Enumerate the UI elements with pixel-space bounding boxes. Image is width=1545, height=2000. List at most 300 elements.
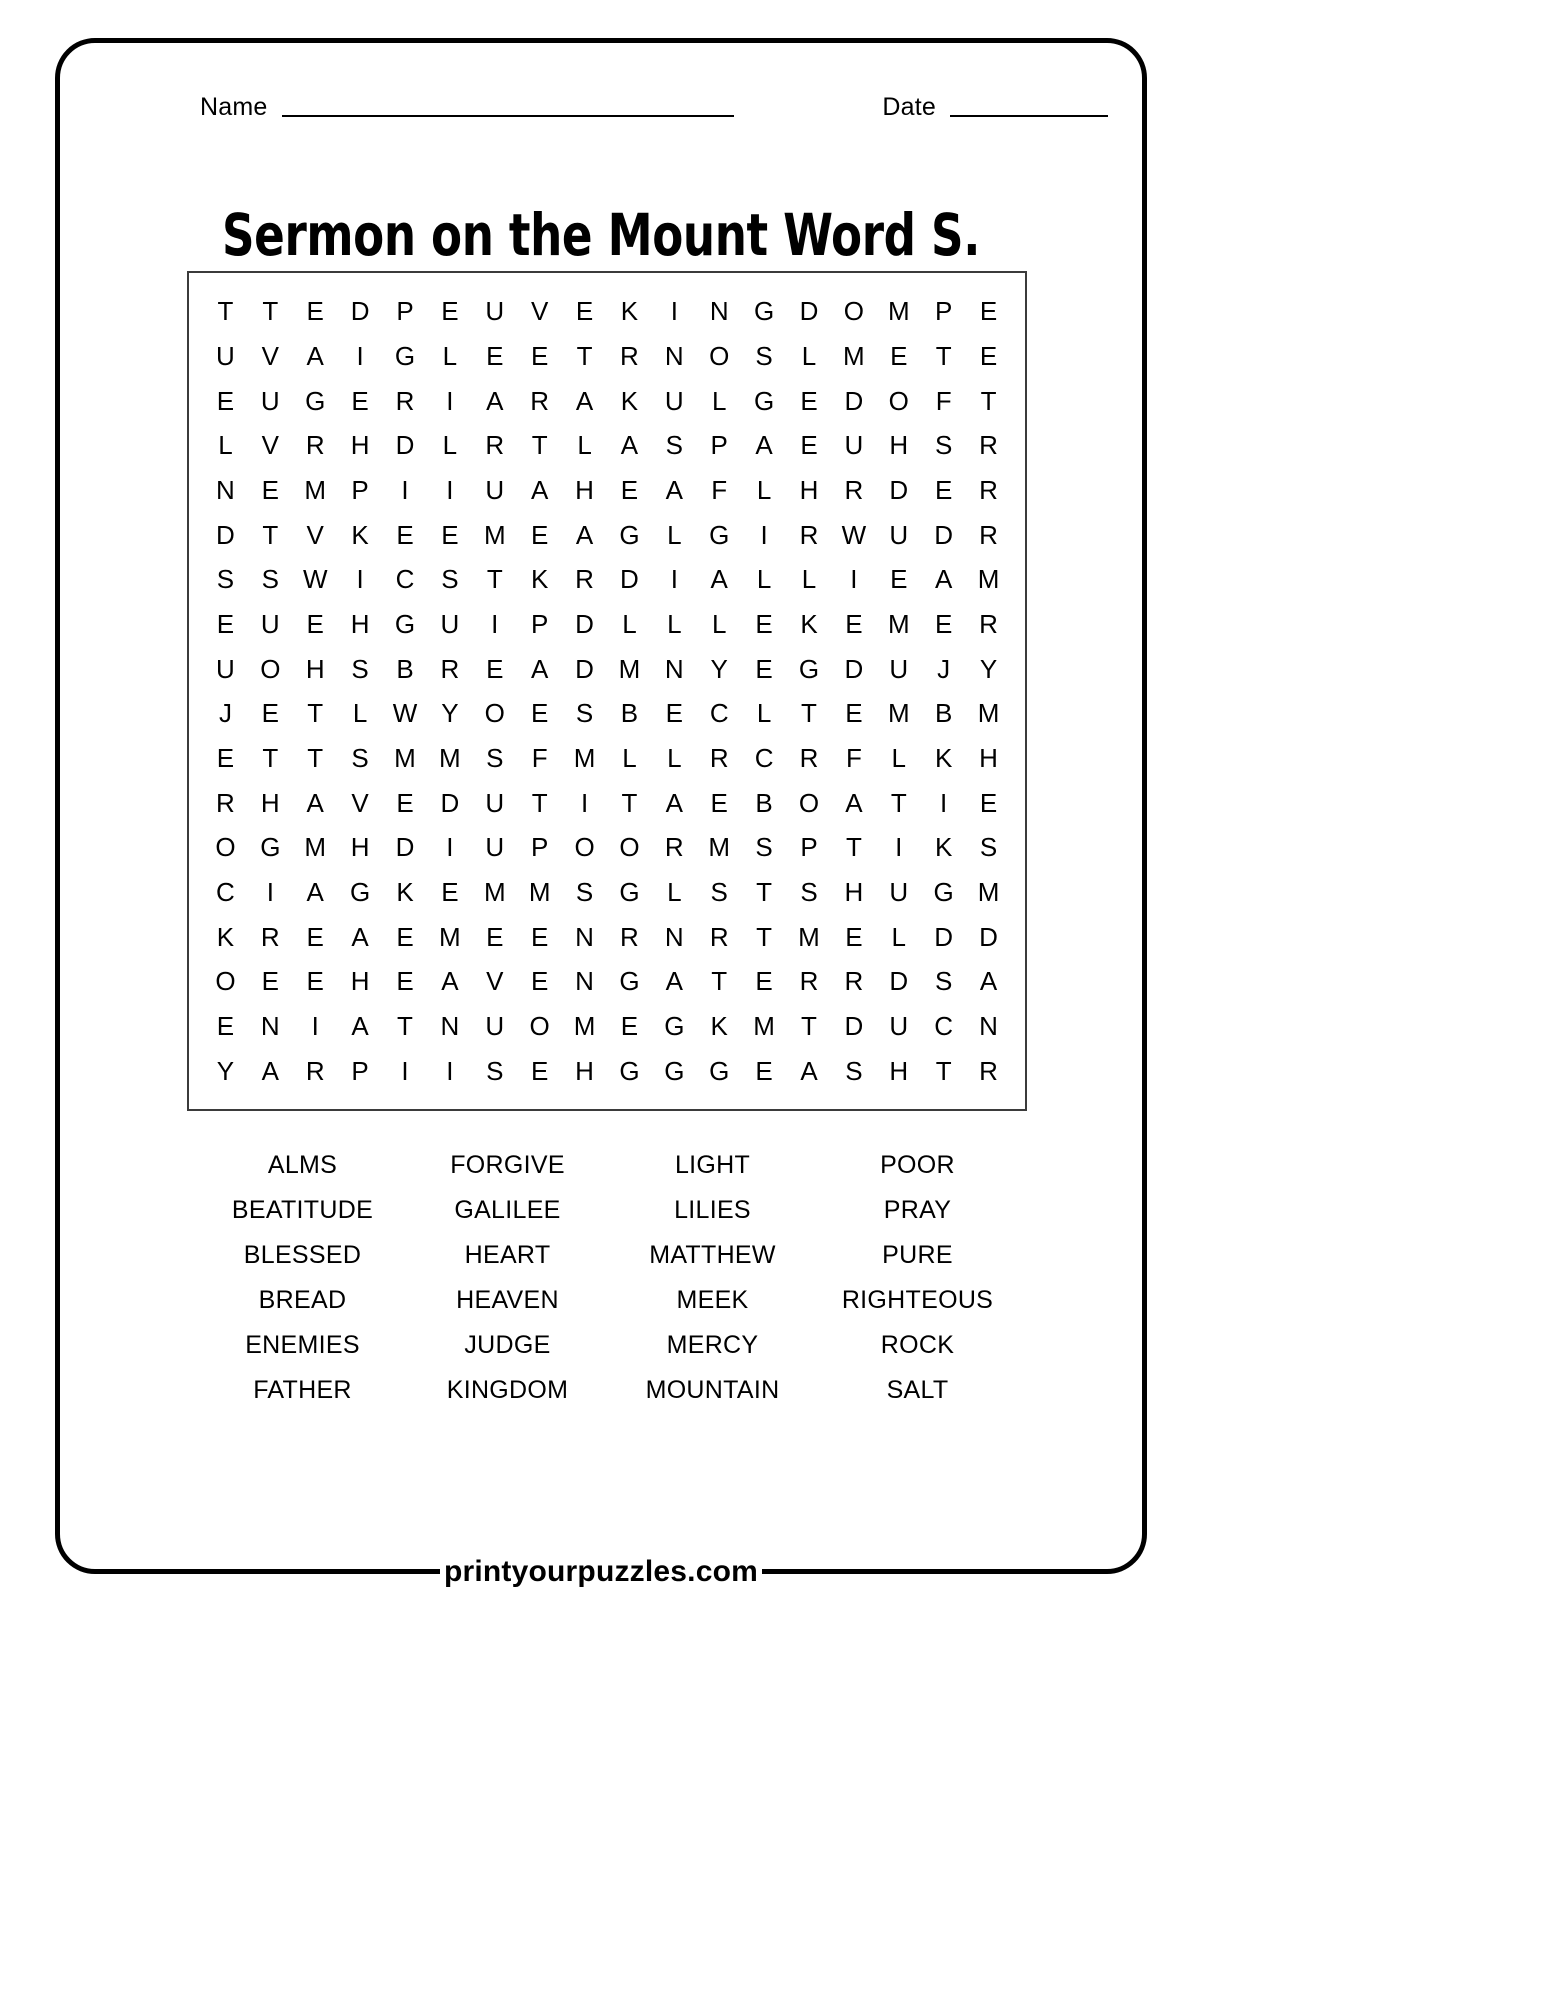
word-list-item[interactable]: BREAD bbox=[258, 1286, 347, 1314]
grid-cell[interactable]: D bbox=[440, 787, 460, 818]
grid-cell[interactable]: G bbox=[753, 296, 775, 327]
grid-cell[interactable]: A bbox=[665, 474, 683, 505]
grid-cell[interactable]: T bbox=[262, 742, 279, 773]
grid-cell[interactable]: A bbox=[575, 519, 594, 550]
grid-cell[interactable]: E bbox=[216, 608, 235, 639]
word-list-item[interactable]: MERCY bbox=[666, 1331, 759, 1359]
date-write-line[interactable] bbox=[950, 115, 1108, 117]
grid-cell[interactable]: C bbox=[216, 876, 235, 907]
grid-cell[interactable]: G bbox=[709, 519, 730, 550]
grid-cell[interactable]: R bbox=[709, 921, 729, 952]
grid-cell[interactable]: R bbox=[979, 430, 998, 461]
grid-cell[interactable]: I bbox=[580, 787, 589, 818]
grid-cell[interactable]: M bbox=[304, 474, 327, 505]
grid-cell[interactable]: I bbox=[356, 340, 364, 371]
grid-cell[interactable]: I bbox=[401, 474, 409, 505]
grid-cell[interactable]: A bbox=[620, 430, 639, 461]
grid-cell[interactable]: P bbox=[530, 608, 549, 639]
grid-cell[interactable]: S bbox=[755, 832, 773, 863]
grid-cell[interactable]: A bbox=[800, 1055, 818, 1086]
grid-cell[interactable]: D bbox=[844, 385, 864, 416]
grid-cell[interactable]: A bbox=[486, 385, 504, 416]
grid-cell[interactable]: K bbox=[800, 608, 818, 639]
grid-cell[interactable]: B bbox=[755, 787, 773, 818]
grid-cell[interactable]: D bbox=[934, 519, 954, 550]
grid-cell[interactable]: U bbox=[889, 876, 909, 907]
grid-cell[interactable]: P bbox=[351, 474, 369, 505]
grid-cell[interactable]: S bbox=[710, 876, 728, 907]
grid-cell[interactable]: E bbox=[530, 966, 549, 997]
grid-cell[interactable]: F bbox=[935, 385, 952, 416]
grid-cell[interactable]: K bbox=[351, 519, 369, 550]
grid-cell[interactable]: S bbox=[441, 564, 459, 595]
grid-cell[interactable]: M bbox=[977, 698, 1000, 729]
word-list-item[interactable]: KINGDOM bbox=[446, 1376, 569, 1404]
grid-cell[interactable]: D bbox=[620, 564, 639, 595]
grid-cell[interactable]: R bbox=[620, 921, 639, 952]
grid-cell[interactable]: V bbox=[351, 787, 369, 818]
grid-cell[interactable]: L bbox=[442, 340, 458, 371]
grid-cell[interactable]: T bbox=[486, 564, 503, 595]
grid-cell[interactable]: V bbox=[261, 430, 279, 461]
grid-cell[interactable]: N bbox=[664, 921, 684, 952]
grid-cell[interactable]: N bbox=[575, 921, 594, 952]
grid-cell[interactable]: T bbox=[801, 698, 817, 729]
grid-cell[interactable]: P bbox=[934, 296, 953, 327]
grid-cell[interactable]: G bbox=[664, 1010, 685, 1041]
grid-cell[interactable]: A bbox=[979, 966, 998, 997]
grid-cell[interactable]: K bbox=[216, 921, 235, 952]
grid-cell[interactable]: G bbox=[933, 876, 954, 907]
grid-cell[interactable]: R bbox=[799, 742, 819, 773]
grid-cell[interactable]: E bbox=[755, 653, 773, 684]
word-list-item[interactable]: MATTHEW bbox=[649, 1241, 776, 1269]
grid-cell[interactable]: R bbox=[664, 832, 684, 863]
grid-cell[interactable]: U bbox=[485, 832, 505, 863]
word-list-item[interactable]: GALILEE bbox=[454, 1196, 561, 1224]
grid-cell[interactable]: E bbox=[934, 474, 953, 505]
grid-cell[interactable]: R bbox=[799, 519, 819, 550]
grid-cell[interactable]: P bbox=[396, 296, 414, 327]
grid-cell[interactable]: I bbox=[446, 832, 454, 863]
grid-cell[interactable]: O bbox=[529, 1010, 550, 1041]
grid-cell[interactable]: I bbox=[446, 474, 454, 505]
grid-cell[interactable]: S bbox=[800, 876, 818, 907]
grid-cell[interactable]: M bbox=[977, 876, 1000, 907]
grid-cell[interactable]: T bbox=[845, 832, 862, 863]
grid-cell[interactable]: E bbox=[890, 564, 908, 595]
grid-cell[interactable]: C bbox=[934, 1010, 954, 1041]
grid-cell[interactable]: A bbox=[306, 787, 324, 818]
grid-cell[interactable]: A bbox=[575, 385, 594, 416]
grid-cell[interactable]: T bbox=[756, 876, 773, 907]
grid-cell[interactable]: O bbox=[619, 832, 640, 863]
grid-cell[interactable]: U bbox=[216, 653, 235, 684]
grid-cell[interactable]: I bbox=[356, 564, 364, 595]
grid-cell[interactable]: M bbox=[439, 742, 461, 773]
grid-cell[interactable]: E bbox=[486, 653, 504, 684]
grid-cell[interactable]: L bbox=[667, 876, 682, 907]
word-list-item[interactable]: LILIES bbox=[674, 1196, 751, 1224]
grid-cell[interactable]: B bbox=[934, 698, 953, 729]
grid-cell[interactable]: M bbox=[439, 921, 461, 952]
word-list-item[interactable]: PRAY bbox=[883, 1196, 952, 1224]
grid-cell[interactable]: H bbox=[844, 876, 864, 907]
word-list-item[interactable]: HEAVEN bbox=[456, 1286, 559, 1314]
grid-cell[interactable]: R bbox=[305, 430, 325, 461]
grid-cell[interactable]: P bbox=[351, 1055, 369, 1086]
grid-cell[interactable]: V bbox=[261, 340, 279, 371]
grid-cell[interactable]: T bbox=[756, 921, 773, 952]
grid-cell[interactable]: E bbox=[306, 966, 324, 997]
grid-cell[interactable]: M bbox=[843, 340, 865, 371]
grid-cell[interactable]: O bbox=[260, 653, 281, 684]
grid-cell[interactable]: S bbox=[575, 698, 594, 729]
grid-cell[interactable]: P bbox=[710, 430, 728, 461]
grid-cell[interactable]: L bbox=[801, 564, 817, 595]
grid-cell[interactable]: I bbox=[446, 1055, 454, 1086]
grid-cell[interactable]: E bbox=[216, 1010, 235, 1041]
grid-cell[interactable]: R bbox=[575, 564, 594, 595]
grid-cell[interactable]: U bbox=[844, 430, 864, 461]
grid-cell[interactable]: S bbox=[979, 832, 998, 863]
grid-cell[interactable]: E bbox=[845, 921, 863, 952]
grid-cell[interactable]: N bbox=[260, 1010, 280, 1041]
grid-cell[interactable]: G bbox=[798, 653, 820, 684]
grid-cell[interactable]: K bbox=[710, 1010, 728, 1041]
grid-cell[interactable]: O bbox=[574, 832, 595, 863]
grid-cell[interactable]: T bbox=[531, 430, 548, 461]
grid-cell[interactable]: K bbox=[530, 564, 549, 595]
grid-cell[interactable]: U bbox=[260, 385, 280, 416]
grid-cell[interactable]: E bbox=[934, 608, 953, 639]
grid-cell[interactable]: O bbox=[484, 698, 505, 729]
grid-cell[interactable]: H bbox=[889, 1055, 909, 1086]
word-list-item[interactable]: RIGHTEOUS bbox=[841, 1286, 994, 1314]
grid-cell[interactable]: L bbox=[891, 742, 906, 773]
grid-cell[interactable]: Y bbox=[441, 698, 459, 729]
word-list-item[interactable]: JUDGE bbox=[464, 1331, 551, 1359]
grid-cell[interactable]: D bbox=[395, 430, 415, 461]
grid-cell[interactable]: H bbox=[350, 966, 370, 997]
date-field[interactable] bbox=[882, 93, 1108, 123]
grid-cell[interactable]: H bbox=[979, 742, 998, 773]
grid-cell[interactable]: T bbox=[890, 787, 907, 818]
word-list-item[interactable]: MEEK bbox=[676, 1286, 749, 1314]
grid-cell[interactable]: S bbox=[755, 340, 773, 371]
grid-cell[interactable]: A bbox=[665, 966, 683, 997]
grid-cell[interactable]: G bbox=[619, 876, 640, 907]
grid-cell[interactable]: D bbox=[889, 966, 909, 997]
grid-cell[interactable]: E bbox=[755, 1055, 773, 1086]
grid-cell[interactable]: G bbox=[619, 519, 640, 550]
grid-cell[interactable]: Y bbox=[216, 1055, 235, 1086]
grid-cell[interactable]: V bbox=[306, 519, 324, 550]
grid-cell[interactable]: R bbox=[979, 608, 998, 639]
grid-cell[interactable]: S bbox=[575, 876, 594, 907]
grid-cell[interactable]: E bbox=[620, 1010, 639, 1041]
grid-cell[interactable]: B bbox=[396, 653, 414, 684]
grid-cell[interactable]: E bbox=[261, 474, 279, 505]
grid-cell[interactable]: K bbox=[620, 385, 639, 416]
grid-cell[interactable]: N bbox=[709, 296, 729, 327]
grid-cell[interactable]: E bbox=[755, 608, 773, 639]
grid-cell[interactable]: E bbox=[486, 340, 504, 371]
grid-cell[interactable]: E bbox=[306, 608, 324, 639]
grid-cell[interactable]: L bbox=[711, 608, 727, 639]
grid-cell[interactable]: C bbox=[754, 742, 774, 773]
grid-cell[interactable]: T bbox=[397, 1010, 413, 1041]
grid-cell[interactable]: G bbox=[709, 1055, 730, 1086]
grid-cell[interactable]: I bbox=[446, 385, 454, 416]
grid-cell[interactable]: N bbox=[979, 1010, 998, 1041]
grid-cell[interactable]: M bbox=[618, 653, 641, 684]
grid-cell[interactable]: E bbox=[530, 519, 549, 550]
grid-cell[interactable]: E bbox=[396, 787, 414, 818]
grid-cell[interactable]: T bbox=[217, 296, 234, 327]
word-list-item[interactable]: MOUNTAIN bbox=[645, 1376, 780, 1404]
grid-cell[interactable]: D bbox=[575, 608, 594, 639]
grid-cell[interactable]: R bbox=[620, 340, 639, 371]
word-list-item[interactable]: POOR bbox=[880, 1151, 955, 1179]
word-list-item[interactable]: BEATITUDE bbox=[231, 1196, 374, 1224]
grid-cell[interactable]: M bbox=[483, 519, 506, 550]
grid-cell[interactable]: E bbox=[486, 921, 504, 952]
grid-cell[interactable]: H bbox=[350, 430, 370, 461]
grid-cell[interactable]: R bbox=[979, 474, 998, 505]
grid-cell[interactable]: E bbox=[620, 474, 639, 505]
word-list-item[interactable]: LIGHT bbox=[674, 1151, 751, 1179]
grid-cell[interactable]: D bbox=[799, 296, 819, 327]
grid-cell[interactable]: G bbox=[394, 340, 416, 371]
grid-cell[interactable]: L bbox=[756, 564, 772, 595]
word-list-item[interactable]: BLESSED bbox=[243, 1241, 362, 1269]
grid-cell[interactable]: A bbox=[351, 1010, 369, 1041]
grid-cell[interactable]: C bbox=[709, 698, 729, 729]
grid-cell[interactable]: T bbox=[621, 787, 638, 818]
grid-cell[interactable]: G bbox=[664, 1055, 685, 1086]
grid-cell[interactable]: N bbox=[440, 1010, 460, 1041]
grid-cell[interactable]: F bbox=[845, 742, 862, 773]
grid-cell[interactable]: N bbox=[664, 340, 684, 371]
grid-cell[interactable]: D bbox=[350, 296, 370, 327]
grid-cell[interactable]: R bbox=[709, 742, 729, 773]
grid-cell[interactable]: S bbox=[665, 430, 683, 461]
grid-cell[interactable]: D bbox=[395, 832, 415, 863]
grid-cell[interactable]: K bbox=[934, 742, 953, 773]
grid-cell[interactable]: L bbox=[891, 921, 906, 952]
grid-cell[interactable]: E bbox=[890, 340, 908, 371]
grid-cell[interactable]: T bbox=[801, 1010, 817, 1041]
grid-cell[interactable]: R bbox=[979, 519, 998, 550]
grid-cell[interactable]: E bbox=[306, 921, 324, 952]
grid-cell[interactable]: H bbox=[575, 1055, 594, 1086]
grid-cell[interactable]: E bbox=[441, 519, 459, 550]
word-list-item[interactable]: SALT bbox=[886, 1376, 949, 1404]
grid-cell[interactable]: L bbox=[442, 430, 458, 461]
grid-cell[interactable]: Y bbox=[710, 653, 728, 684]
grid-cell[interactable]: I bbox=[311, 1010, 319, 1041]
grid-cell[interactable]: E bbox=[530, 921, 549, 952]
grid-cell[interactable]: E bbox=[530, 1055, 549, 1086]
grid-cell[interactable]: E bbox=[979, 296, 998, 327]
grid-cell[interactable]: G bbox=[349, 876, 371, 907]
grid-cell[interactable]: D bbox=[889, 474, 909, 505]
grid-cell[interactable]: I bbox=[266, 876, 274, 907]
grid-cell[interactable]: R bbox=[799, 966, 819, 997]
grid-cell[interactable]: K bbox=[396, 876, 414, 907]
grid-cell[interactable]: D bbox=[575, 653, 594, 684]
grid-cell[interactable]: A bbox=[530, 474, 549, 505]
grid-cell[interactable]: M bbox=[887, 296, 910, 327]
grid-cell[interactable]: I bbox=[760, 519, 768, 550]
grid-cell[interactable]: E bbox=[216, 385, 235, 416]
grid-cell[interactable]: E bbox=[306, 296, 324, 327]
grid-cell[interactable]: S bbox=[216, 564, 235, 595]
grid-cell[interactable]: D bbox=[979, 921, 998, 952]
grid-cell[interactable]: I bbox=[491, 608, 499, 639]
grid-cell[interactable]: E bbox=[351, 385, 369, 416]
grid-cell[interactable]: L bbox=[622, 608, 637, 639]
grid-cell[interactable]: G bbox=[260, 832, 281, 863]
grid-cell[interactable]: P bbox=[800, 832, 818, 863]
grid-cell[interactable]: D bbox=[844, 653, 864, 684]
grid-cell[interactable]: N bbox=[216, 474, 235, 505]
grid-cell[interactable]: C bbox=[395, 564, 415, 595]
grid-cell[interactable]: G bbox=[619, 966, 640, 997]
grid-cell[interactable]: K bbox=[934, 832, 953, 863]
word-list-item[interactable]: ROCK bbox=[880, 1331, 955, 1359]
grid-cell[interactable]: R bbox=[844, 966, 864, 997]
grid-cell[interactable]: U bbox=[440, 608, 460, 639]
grid-cell[interactable]: H bbox=[350, 832, 370, 863]
grid-cell[interactable]: E bbox=[216, 742, 235, 773]
grid-cell[interactable]: G bbox=[305, 385, 326, 416]
grid-cell[interactable]: F bbox=[711, 474, 728, 505]
grid-cell[interactable]: R bbox=[485, 430, 505, 461]
grid-cell[interactable]: S bbox=[351, 653, 369, 684]
grid-cell[interactable]: G bbox=[394, 608, 416, 639]
grid-cell[interactable]: A bbox=[261, 1055, 279, 1086]
grid-cell[interactable]: U bbox=[664, 385, 684, 416]
grid-cell[interactable]: E bbox=[800, 430, 818, 461]
grid-cell[interactable]: E bbox=[845, 608, 863, 639]
grid-cell[interactable]: T bbox=[262, 296, 279, 327]
grid-cell[interactable]: M bbox=[528, 876, 551, 907]
grid-cell[interactable]: R bbox=[844, 474, 864, 505]
grid-cell[interactable]: R bbox=[216, 787, 235, 818]
grid-cell[interactable]: A bbox=[934, 564, 953, 595]
grid-cell[interactable]: E bbox=[530, 340, 549, 371]
grid-cell[interactable]: M bbox=[483, 876, 506, 907]
grid-cell[interactable]: E bbox=[530, 698, 549, 729]
grid-cell[interactable]: E bbox=[845, 698, 863, 729]
grid-cell[interactable]: M bbox=[753, 1010, 775, 1041]
grid-cell[interactable]: I bbox=[401, 1055, 409, 1086]
grid-cell[interactable]: L bbox=[218, 430, 233, 461]
grid-cell[interactable]: L bbox=[667, 608, 682, 639]
grid-cell[interactable]: I bbox=[670, 296, 678, 327]
grid-cell[interactable]: B bbox=[620, 698, 639, 729]
grid-cell[interactable]: L bbox=[711, 385, 727, 416]
grid-cell[interactable]: H bbox=[575, 474, 594, 505]
grid-cell[interactable]: O bbox=[709, 340, 730, 371]
grid-cell[interactable]: R bbox=[305, 1055, 325, 1086]
grid-cell[interactable]: W bbox=[302, 564, 328, 595]
grid-cell[interactable]: E bbox=[575, 296, 594, 327]
grid-cell[interactable]: E bbox=[979, 340, 998, 371]
grid-cell[interactable]: O bbox=[215, 966, 236, 997]
grid-cell[interactable]: G bbox=[619, 1055, 640, 1086]
grid-cell[interactable]: S bbox=[845, 1055, 863, 1086]
grid-cell[interactable]: D bbox=[216, 519, 235, 550]
grid-cell[interactable]: J bbox=[218, 698, 232, 729]
word-list-item[interactable]: HEART bbox=[464, 1241, 551, 1269]
grid-cell[interactable]: T bbox=[980, 385, 997, 416]
grid-cell[interactable]: A bbox=[665, 787, 683, 818]
word-list-item[interactable]: FORGIVE bbox=[450, 1151, 565, 1179]
word-list-item[interactable]: FATHER bbox=[253, 1376, 352, 1404]
grid-cell[interactable]: A bbox=[755, 430, 773, 461]
grid-cell[interactable]: H bbox=[305, 653, 325, 684]
grid-cell[interactable]: R bbox=[395, 385, 415, 416]
grid-cell[interactable]: U bbox=[260, 608, 280, 639]
grid-cell[interactable]: U bbox=[889, 1010, 909, 1041]
grid-cell[interactable]: E bbox=[261, 966, 279, 997]
grid-cell[interactable]: L bbox=[801, 340, 817, 371]
name-write-line[interactable] bbox=[282, 115, 734, 117]
grid-cell[interactable]: R bbox=[530, 385, 550, 416]
grid-cell[interactable]: M bbox=[573, 742, 596, 773]
grid-cell[interactable]: U bbox=[485, 474, 505, 505]
grid-cell[interactable]: V bbox=[486, 966, 504, 997]
grid-cell[interactable]: I bbox=[895, 832, 903, 863]
grid-cell[interactable]: S bbox=[486, 1055, 504, 1086]
grid-cell[interactable]: O bbox=[888, 385, 909, 416]
grid-cell[interactable]: A bbox=[351, 921, 369, 952]
grid-cell[interactable]: S bbox=[486, 742, 504, 773]
grid-cell[interactable]: E bbox=[665, 698, 683, 729]
name-field[interactable] bbox=[200, 93, 734, 123]
word-list-item[interactable]: PURE bbox=[882, 1241, 953, 1269]
grid-cell[interactable]: N bbox=[664, 653, 684, 684]
grid-cell[interactable]: E bbox=[979, 787, 998, 818]
grid-cell[interactable]: D bbox=[844, 1010, 864, 1041]
grid-cell[interactable]: T bbox=[307, 698, 324, 729]
grid-cell[interactable]: A bbox=[441, 966, 459, 997]
grid-cell[interactable]: M bbox=[798, 921, 820, 952]
grid-cell[interactable]: E bbox=[800, 385, 818, 416]
grid-cell[interactable]: D bbox=[934, 921, 954, 952]
grid-cell[interactable]: T bbox=[935, 1055, 952, 1086]
grid-cell[interactable]: F bbox=[531, 742, 548, 773]
grid-cell[interactable]: S bbox=[261, 564, 279, 595]
grid-cell[interactable]: L bbox=[667, 519, 682, 550]
grid-cell[interactable]: E bbox=[396, 519, 414, 550]
word-list-item[interactable]: ENEMIES bbox=[245, 1331, 360, 1359]
grid-cell[interactable]: O bbox=[798, 787, 820, 818]
grid-cell[interactable]: J bbox=[937, 653, 951, 684]
grid-cell[interactable]: R bbox=[979, 1055, 998, 1086]
grid-cell[interactable]: A bbox=[710, 564, 728, 595]
grid-cell[interactable]: U bbox=[889, 653, 909, 684]
grid-cell[interactable]: N bbox=[575, 966, 594, 997]
grid-cell[interactable]: O bbox=[215, 832, 236, 863]
grid-cell[interactable]: W bbox=[841, 519, 867, 550]
grid-cell[interactable]: T bbox=[935, 340, 952, 371]
grid-cell[interactable]: S bbox=[934, 430, 953, 461]
grid-cell[interactable]: W bbox=[392, 698, 418, 729]
